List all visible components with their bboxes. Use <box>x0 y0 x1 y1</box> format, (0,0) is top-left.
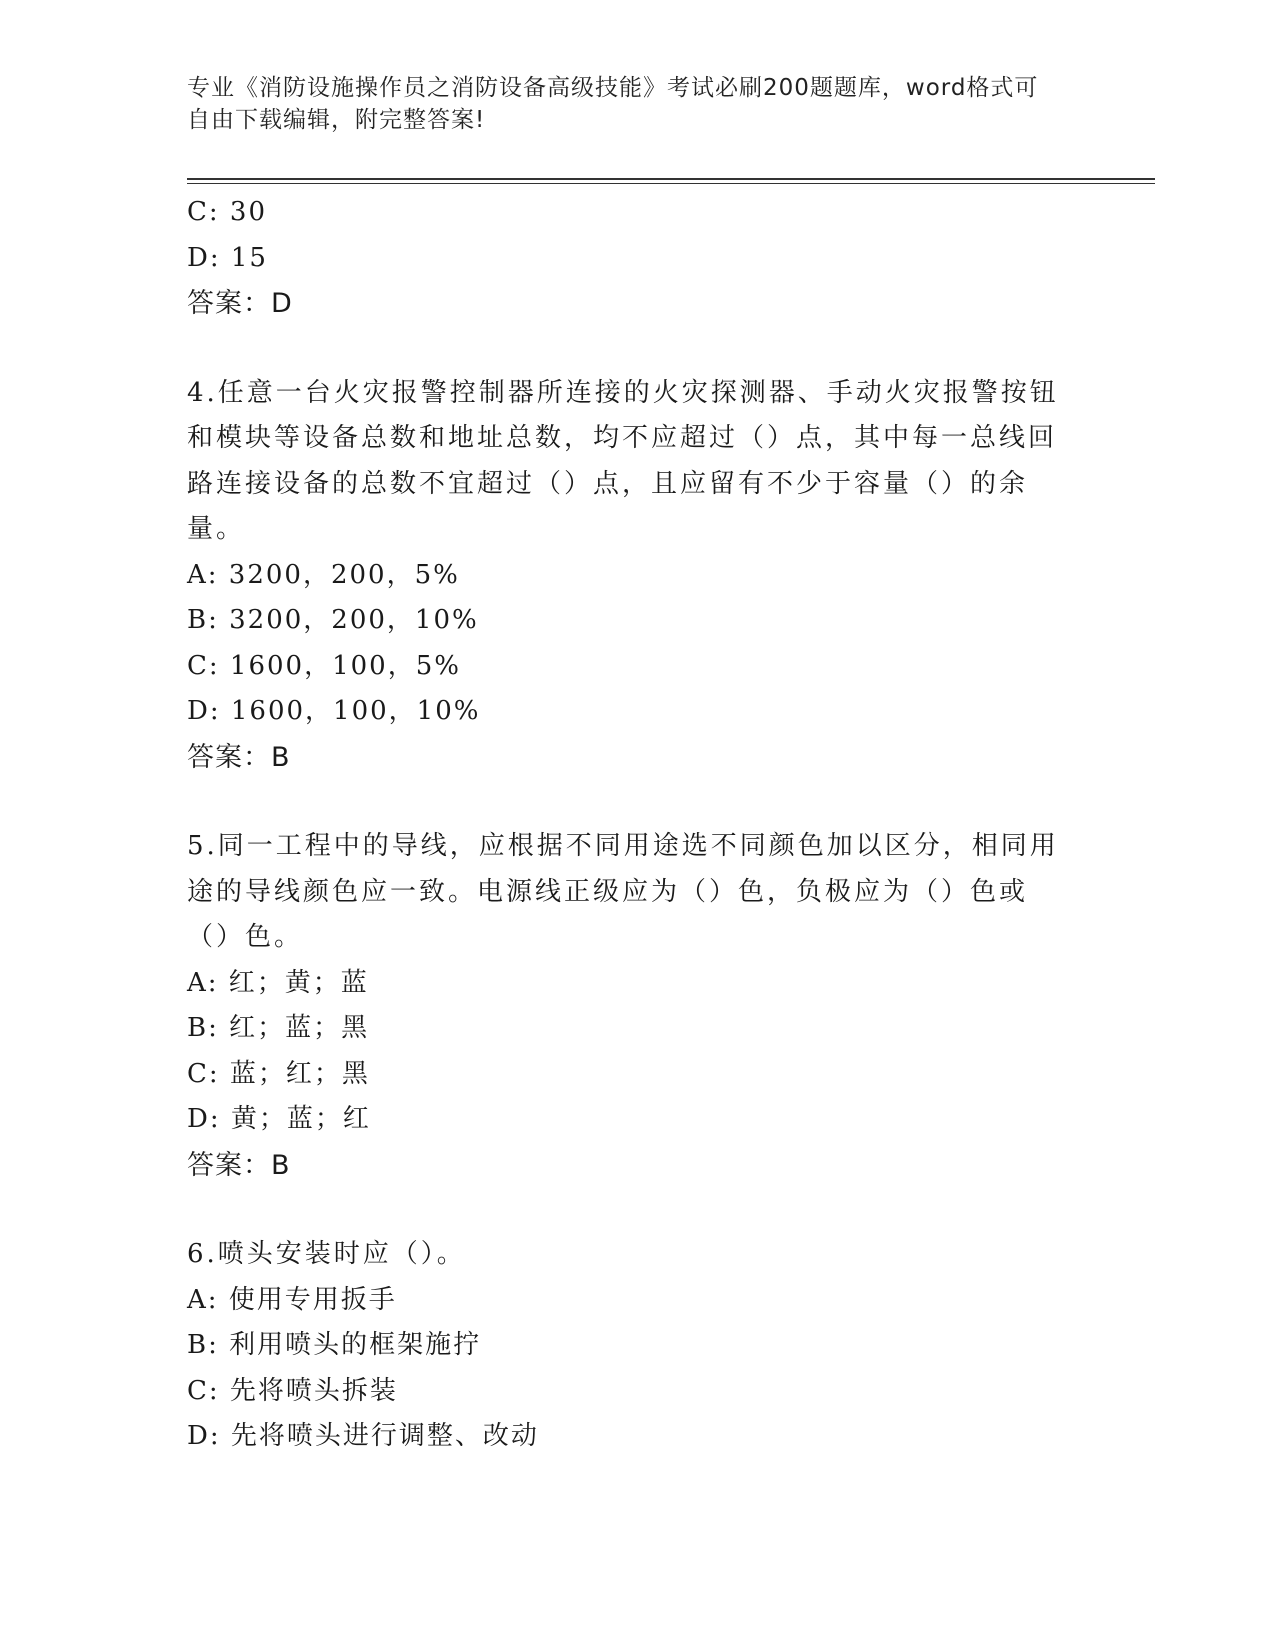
q4-option-c: C: 1600，100，5% <box>187 650 461 681</box>
q6-option-c: C: 先将喷头拆装 <box>187 1375 398 1406</box>
question-content <box>187 190 1067 1460</box>
question-5 <box>187 824 1067 1188</box>
q5-text: 5.同一工程中的导线，应根据不同用途选不同颜色加以区分，相同用途的导线颜色应一致。电源线正级应为（）色，负极应为（）色或（）色。 <box>187 831 1059 952</box>
q4-answer: 答案：B <box>187 741 291 773</box>
question-6 <box>187 1232 1067 1460</box>
q5-option-b: B: 红；蓝；黑 <box>187 1013 370 1043</box>
q4-option-b: B: 3200，200，10% <box>187 605 479 635</box>
question-4 <box>187 371 1067 781</box>
header-title-line-1: 专业《消防设施操作员之消防设备高级技能》考试必刷200题题库，word格式可 <box>187 75 1039 101</box>
q3-option-c: C: 30 <box>187 197 268 227</box>
q6-option-a: A: 使用专用扳手 <box>187 1284 397 1315</box>
spacer <box>187 327 1067 371</box>
q6-option-b: B: 利用喷头的框架施拧 <box>187 1330 482 1360</box>
q4-option-a: A: 3200，200，5% <box>187 559 460 590</box>
spacer <box>187 1188 1067 1232</box>
q5-option-d: D: 黄；蓝；红 <box>187 1104 371 1134</box>
q3-option-d: D: 15 <box>187 242 268 273</box>
header-divider <box>187 178 1155 184</box>
spacer <box>187 780 1067 824</box>
q4-option-d: D: 1600，100，10% <box>187 696 481 726</box>
page-header <box>187 72 1067 136</box>
q3-answer: 答案：D <box>187 288 293 319</box>
q4-text: 4.任意一台火灾报警控制器所连接的火灾探测器、手动火灾报警按钮和模块等设备总数和地址总数，均不应超过（）点，其中每一总线回路连接设备的总数不宜超过（）点，且应留有不少于容量（）的余量。 <box>187 377 1059 544</box>
q5-option-c: C: 蓝；红；黑 <box>187 1058 370 1089</box>
q6-text: 6.喷头安装时应（）。 <box>187 1239 466 1269</box>
q6-option-d: D: 先将喷头进行调整、改动 <box>187 1421 539 1451</box>
q5-answer: 答案：B <box>187 1149 291 1181</box>
question-3-tail <box>187 190 1067 327</box>
q5-option-a: A: 红；黄；蓝 <box>187 967 369 998</box>
header-title-line-2: 自由下载编辑，附完整答案! <box>187 107 486 133</box>
